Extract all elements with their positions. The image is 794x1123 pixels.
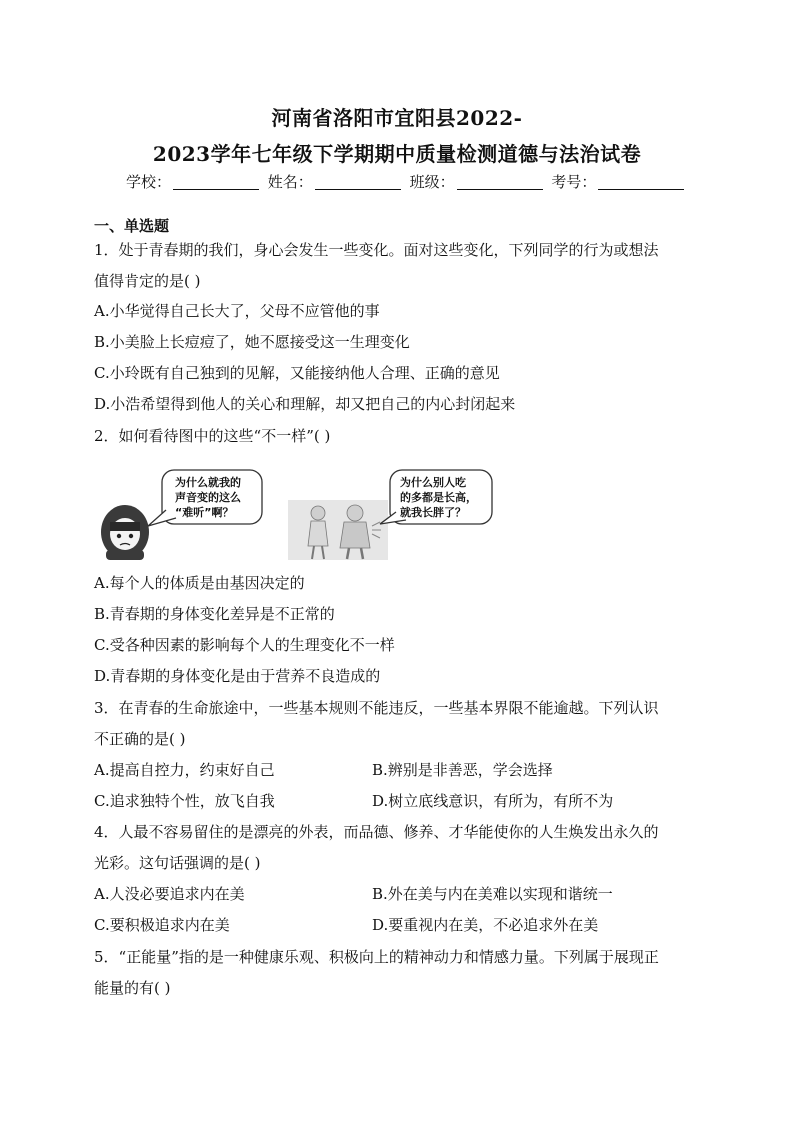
- q4-option-c: C.要积极追求内在美: [94, 916, 230, 934]
- q5-stem-line2: 能量的有( ): [94, 979, 171, 997]
- bubble1-line3: “难听”啊？: [175, 506, 234, 519]
- bubble1-line2: 声音变的这么: [175, 491, 241, 504]
- school-blank: [173, 175, 259, 190]
- q1-option-d: D.小浩希望得到他人的关心和理解，却又把自己的内心封闭起来: [94, 395, 516, 413]
- bubble1-line1: 为什么就我的: [175, 476, 241, 489]
- q2-option-a: A.每个人的体质是由基因决定的: [94, 574, 305, 592]
- q2-stem: 2．如何看待图中的这些“不一样”( ): [94, 427, 331, 445]
- two-girls-figure: [288, 500, 388, 560]
- q2-option-b: B.青春期的身体变化差异是不正常的: [94, 605, 335, 623]
- exam-title-line2: 2023学年七年级下学期期中质量检测道德与法治试卷: [152, 142, 642, 166]
- q2-illustration: [100, 466, 500, 562]
- q4-option-b: B.外在美与内在美难以实现和谐统一: [372, 885, 613, 903]
- number-label: 考号：: [551, 173, 597, 191]
- student-info-row: [126, 171, 688, 192]
- speech-bubble-2: [380, 470, 492, 524]
- q1-stem-line1: 1．处于青春期的我们，身心会发生一些变化。面对这些变化，下列同学的行为或想法: [94, 241, 659, 259]
- q1-option-a: A.小华觉得自己长大了，父母不应管他的事: [94, 302, 380, 320]
- q3-stem-line1: 3．在青春的生命旅途中，一些基本规则不能违反，一些基本界限不能逾越。下列认识: [94, 699, 659, 717]
- name-blank: [315, 175, 401, 190]
- q4-stem-line2: 光彩。这句话强调的是( ): [94, 854, 261, 872]
- school-label: 学校：: [126, 173, 172, 191]
- q4-option-a: A.人没必要追求内在美: [94, 885, 245, 903]
- speech-bubble-1: [148, 470, 262, 526]
- q4-option-d: D.要重视内在美，不必追求外在美: [372, 916, 599, 934]
- q4-stem-line1: 4．人最不容易留住的是漂亮的外表，而品德、修养、才华能使你的人生焕发出永久的: [94, 823, 659, 841]
- q2-option-d: D.青春期的身体变化是由于营养不良造成的: [94, 667, 381, 685]
- bubble2-line1: 为什么别人吃: [400, 476, 466, 489]
- q3-stem-line2: 不正确的是( ): [94, 730, 186, 748]
- exam-title-line1: 河南省洛阳市宜阳县2022-: [271, 106, 523, 130]
- name-label: 姓名：: [267, 173, 313, 191]
- q1-option-c: C.小玲既有自己独到的见解，又能接纳他人合理、正确的意见: [94, 364, 500, 382]
- q5-stem-line1: 5．“正能量”指的是一种健康乐观、积极向上的精神动力和情感力量。下列属于展现正: [94, 948, 659, 966]
- q2-option-c: C.受各种因素的影响每个人的生理变化不一样: [94, 636, 395, 654]
- section-heading: 一、单选题: [94, 217, 170, 235]
- q1-stem-line2: 值得肯定的是( ): [94, 272, 201, 290]
- bubble2-line3: 就我长胖了？: [400, 506, 466, 519]
- q3-option-b: B.辨别是非善恶，学会选择: [372, 761, 553, 779]
- class-label: 班级：: [409, 173, 455, 191]
- q1-option-b: B.小美脸上长痘痘了，她不愿接受这一生理变化: [94, 333, 410, 351]
- number-blank: [598, 175, 684, 190]
- hooded-boy-figure: [101, 505, 149, 560]
- class-blank: [457, 175, 543, 190]
- q3-option-c: C.追求独特个性，放飞自我: [94, 792, 275, 810]
- q3-option-d: D.树立底线意识，有所为，有所不为: [372, 792, 614, 810]
- q3-option-a: A.提高自控力，约束好自己: [94, 761, 275, 779]
- bubble2-line2: 的多都是长高，: [400, 491, 477, 504]
